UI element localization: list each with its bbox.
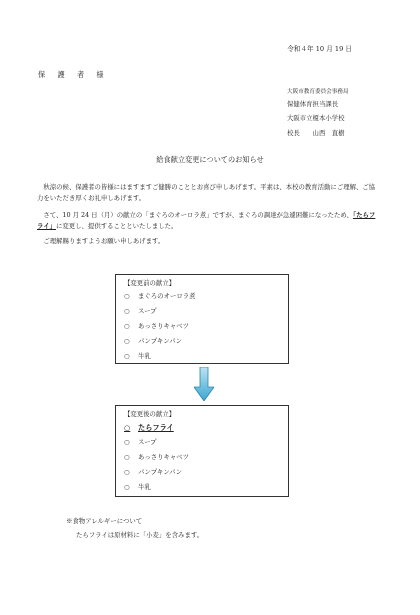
- circle-marker-icon: ○: [124, 437, 130, 446]
- list-item: ○ あっさりキャベツ: [124, 452, 190, 461]
- list-item: ○ パンプキンパン: [124, 336, 182, 345]
- paragraph-closing-text: ご理解賜りますようお願い申しあげます。: [43, 237, 165, 245]
- list-item: ○ 牛乳: [124, 482, 151, 491]
- before-menu-box: [115, 274, 289, 364]
- notice-title: 給食献立変更についてのお知らせ: [156, 155, 264, 164]
- paragraph-change-text-b: に変更し、提供することといたしました。: [55, 222, 178, 231]
- down-arrow-icon: [194, 367, 214, 401]
- circle-marker-icon: ○: [124, 467, 130, 476]
- after-menu-heading: 【変更後の献立】: [124, 410, 176, 418]
- allergy-heading: ※食物アレルギーについて: [66, 517, 143, 525]
- notice-date: 令和４年 10 月 19 日: [287, 45, 352, 53]
- paragraph-change-text-a: さて、10 月 24 日（月）の献立の「まぐろのオーロラ煮」ですが、まぐろの調達が急遽困難になったため、: [43, 211, 353, 219]
- list-item: ○ パンプキンパン: [124, 467, 182, 476]
- circle-marker-icon: ○: [124, 306, 130, 315]
- allergy-note: たらフライは原材料に「小麦」を含みます。: [76, 531, 204, 539]
- paragraph-greeting: [37, 182, 377, 204]
- circle-marker-icon: ○: [124, 351, 130, 360]
- new-dish-highlight: 「たらフライ」: [37, 211, 376, 231]
- circle-marker-icon: ○: [124, 452, 130, 461]
- sender-line-3: 大阪市立榎本小学校: [287, 114, 345, 122]
- list-item: ○ あっさりキャベツ: [124, 321, 190, 330]
- list-item: ○ 牛乳: [124, 351, 151, 360]
- sender-line-2: 保健体育担当課長: [287, 100, 339, 108]
- sender-line-4: 校長 山西 直樹: [287, 129, 345, 137]
- circle-marker-icon: ○: [124, 422, 131, 432]
- list-item: ○ スープ: [124, 306, 157, 315]
- circle-marker-icon: ○: [124, 291, 130, 300]
- list-item: ○ スープ: [124, 437, 157, 446]
- paragraph-closing: [37, 238, 377, 246]
- paragraph-change: [37, 210, 377, 232]
- paragraph-greeting-text: 秋涼の候、保護者の皆様にはますますご健勝のこととお喜び申しあげます。平素は、本校の教育活動にご理解、ご協力をいただき厚くお礼申しあげます。: [37, 183, 376, 203]
- after-menu-box: [115, 405, 289, 497]
- circle-marker-icon: ○: [124, 336, 130, 345]
- addressee: 保 護 者 様: [38, 70, 109, 79]
- circle-marker-icon: ○: [124, 321, 130, 330]
- sender-line-1: 大阪市教育委員会事務局: [287, 89, 349, 95]
- circle-marker-icon: ○: [124, 482, 130, 491]
- before-menu-heading: 【変更前の献立】: [124, 279, 176, 287]
- list-item: ○ たらフライ: [124, 422, 174, 432]
- list-item: ○ まぐろのオーロラ煮: [124, 291, 196, 300]
